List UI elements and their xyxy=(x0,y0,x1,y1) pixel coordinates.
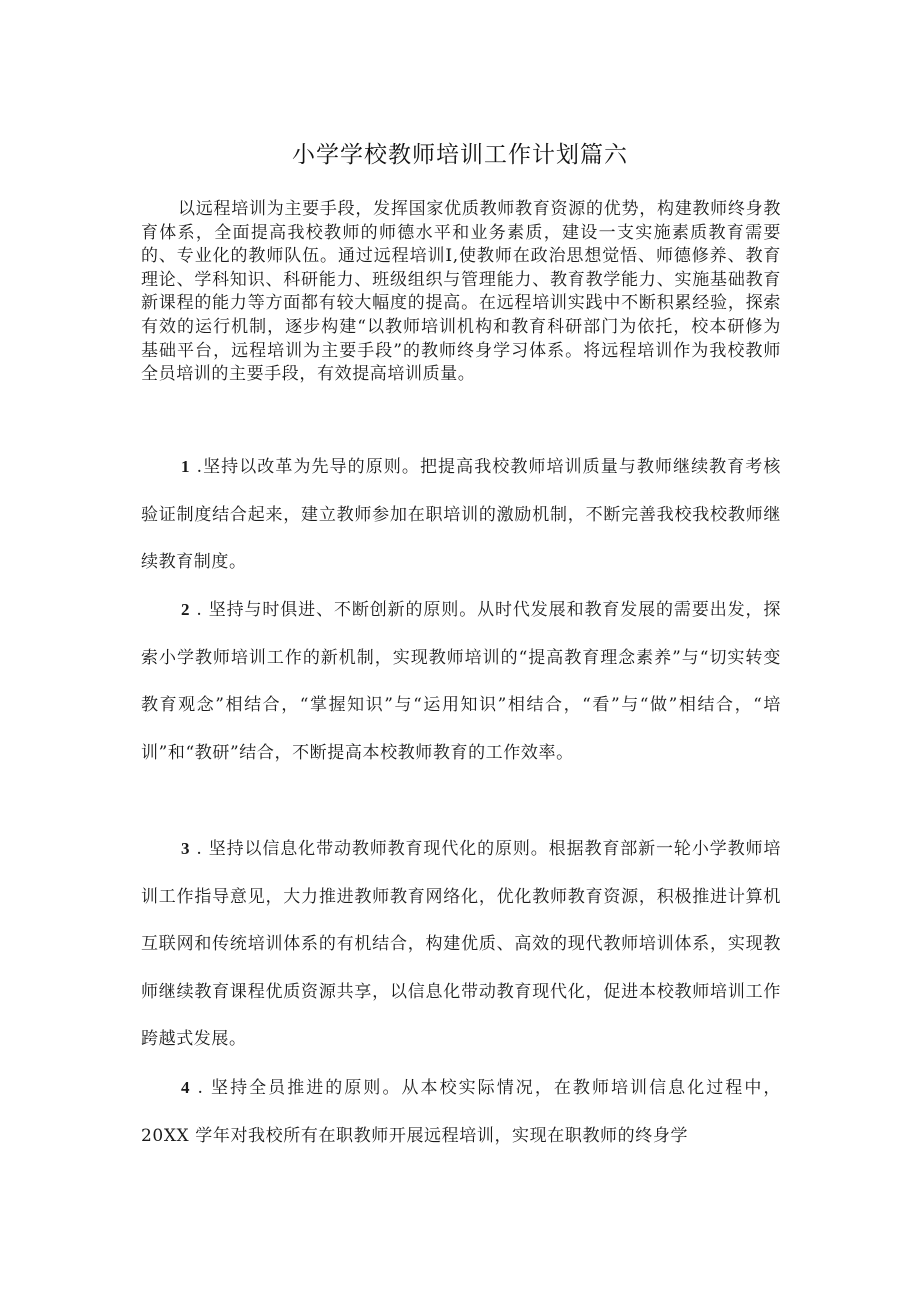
principle-number-3: 3 xyxy=(181,839,191,858)
principle-text-3: . 坚持以信息化带动教师教育现代化的原则。根据教育部新一轮小学教师培训工作指导意见，大力推进教师教育网络化，优化教师教育资源，积极推进计算机互联网和传统培训体系的有机结合，构建优质、高效的现代教师培训体系，实现教师继续教育课程优质资源共享，以信息化带动教育现代化，促进本校教师培训工作跨越式发展。 xyxy=(141,839,781,1049)
document-title: 小学学校教师培训工作计划篇六 xyxy=(292,142,628,168)
principle-text-4: . 坚持全员推进的原则。从本校实际情况，在教师培训信息化过程中，20XX 学年对我校所有在职教师开展远程培训，实现在职教师的终身学 xyxy=(141,1078,781,1146)
principle-item-1 xyxy=(141,443,781,587)
principle-item-3 xyxy=(141,825,781,1064)
principle-text-1: .坚持以改革为先导的原则。把提高我校教师培训质量与教师继续教育考核验证制度结合起来，建立教师参加在职培训的激励机制，不断完善我校我校教师继续教育制度。 xyxy=(141,457,781,572)
principle-number-4: 4 xyxy=(181,1078,191,1097)
intro-paragraph: 以远程培训为主要手段，发挥国家优质教师教育资源的优势，构建教师终身教育体系，全面提高我校教师的师德水平和业务素质，建设一支实施素质教育需要的、专业化的教师队伍。通过远程培训I,使教师在政治思想觉悟、师德修养、教育理论、学科知识、科研能力、班级组织与管理能力、教育教学能力、实施基础教育新课程的能力等方面都有较大幅度的提高。在远程培训实践中不断积累经验，探索有效的运行机制，逐步构建“以教师培训机构和教育科研部门为依托，校本研修为基础平台，远程培训为主要手段”的教师终身学习体系。将远程培训作为我校教师全员培训的主要手段，有效提高培训质量。 xyxy=(141,199,781,385)
principle-text-2: . 坚持与时俱进、不断创新的原则。从时代发展和教育发展的需要出发，探索小学教师培训工作的新机制，实现教师培训的“提高教育理念素养”与“切实转变教育观念”相结合，“掌握知识”与“运用知识”相结合，“看”与“做”相结合，“培训”和“教研”结合，不断提高本校教师教育的工作效率。 xyxy=(141,600,781,763)
principle-item-4 xyxy=(141,1064,781,1160)
principle-number-2: 2 xyxy=(181,600,191,619)
principle-item-2 xyxy=(141,586,781,777)
principle-number-1: 1 xyxy=(181,457,191,476)
